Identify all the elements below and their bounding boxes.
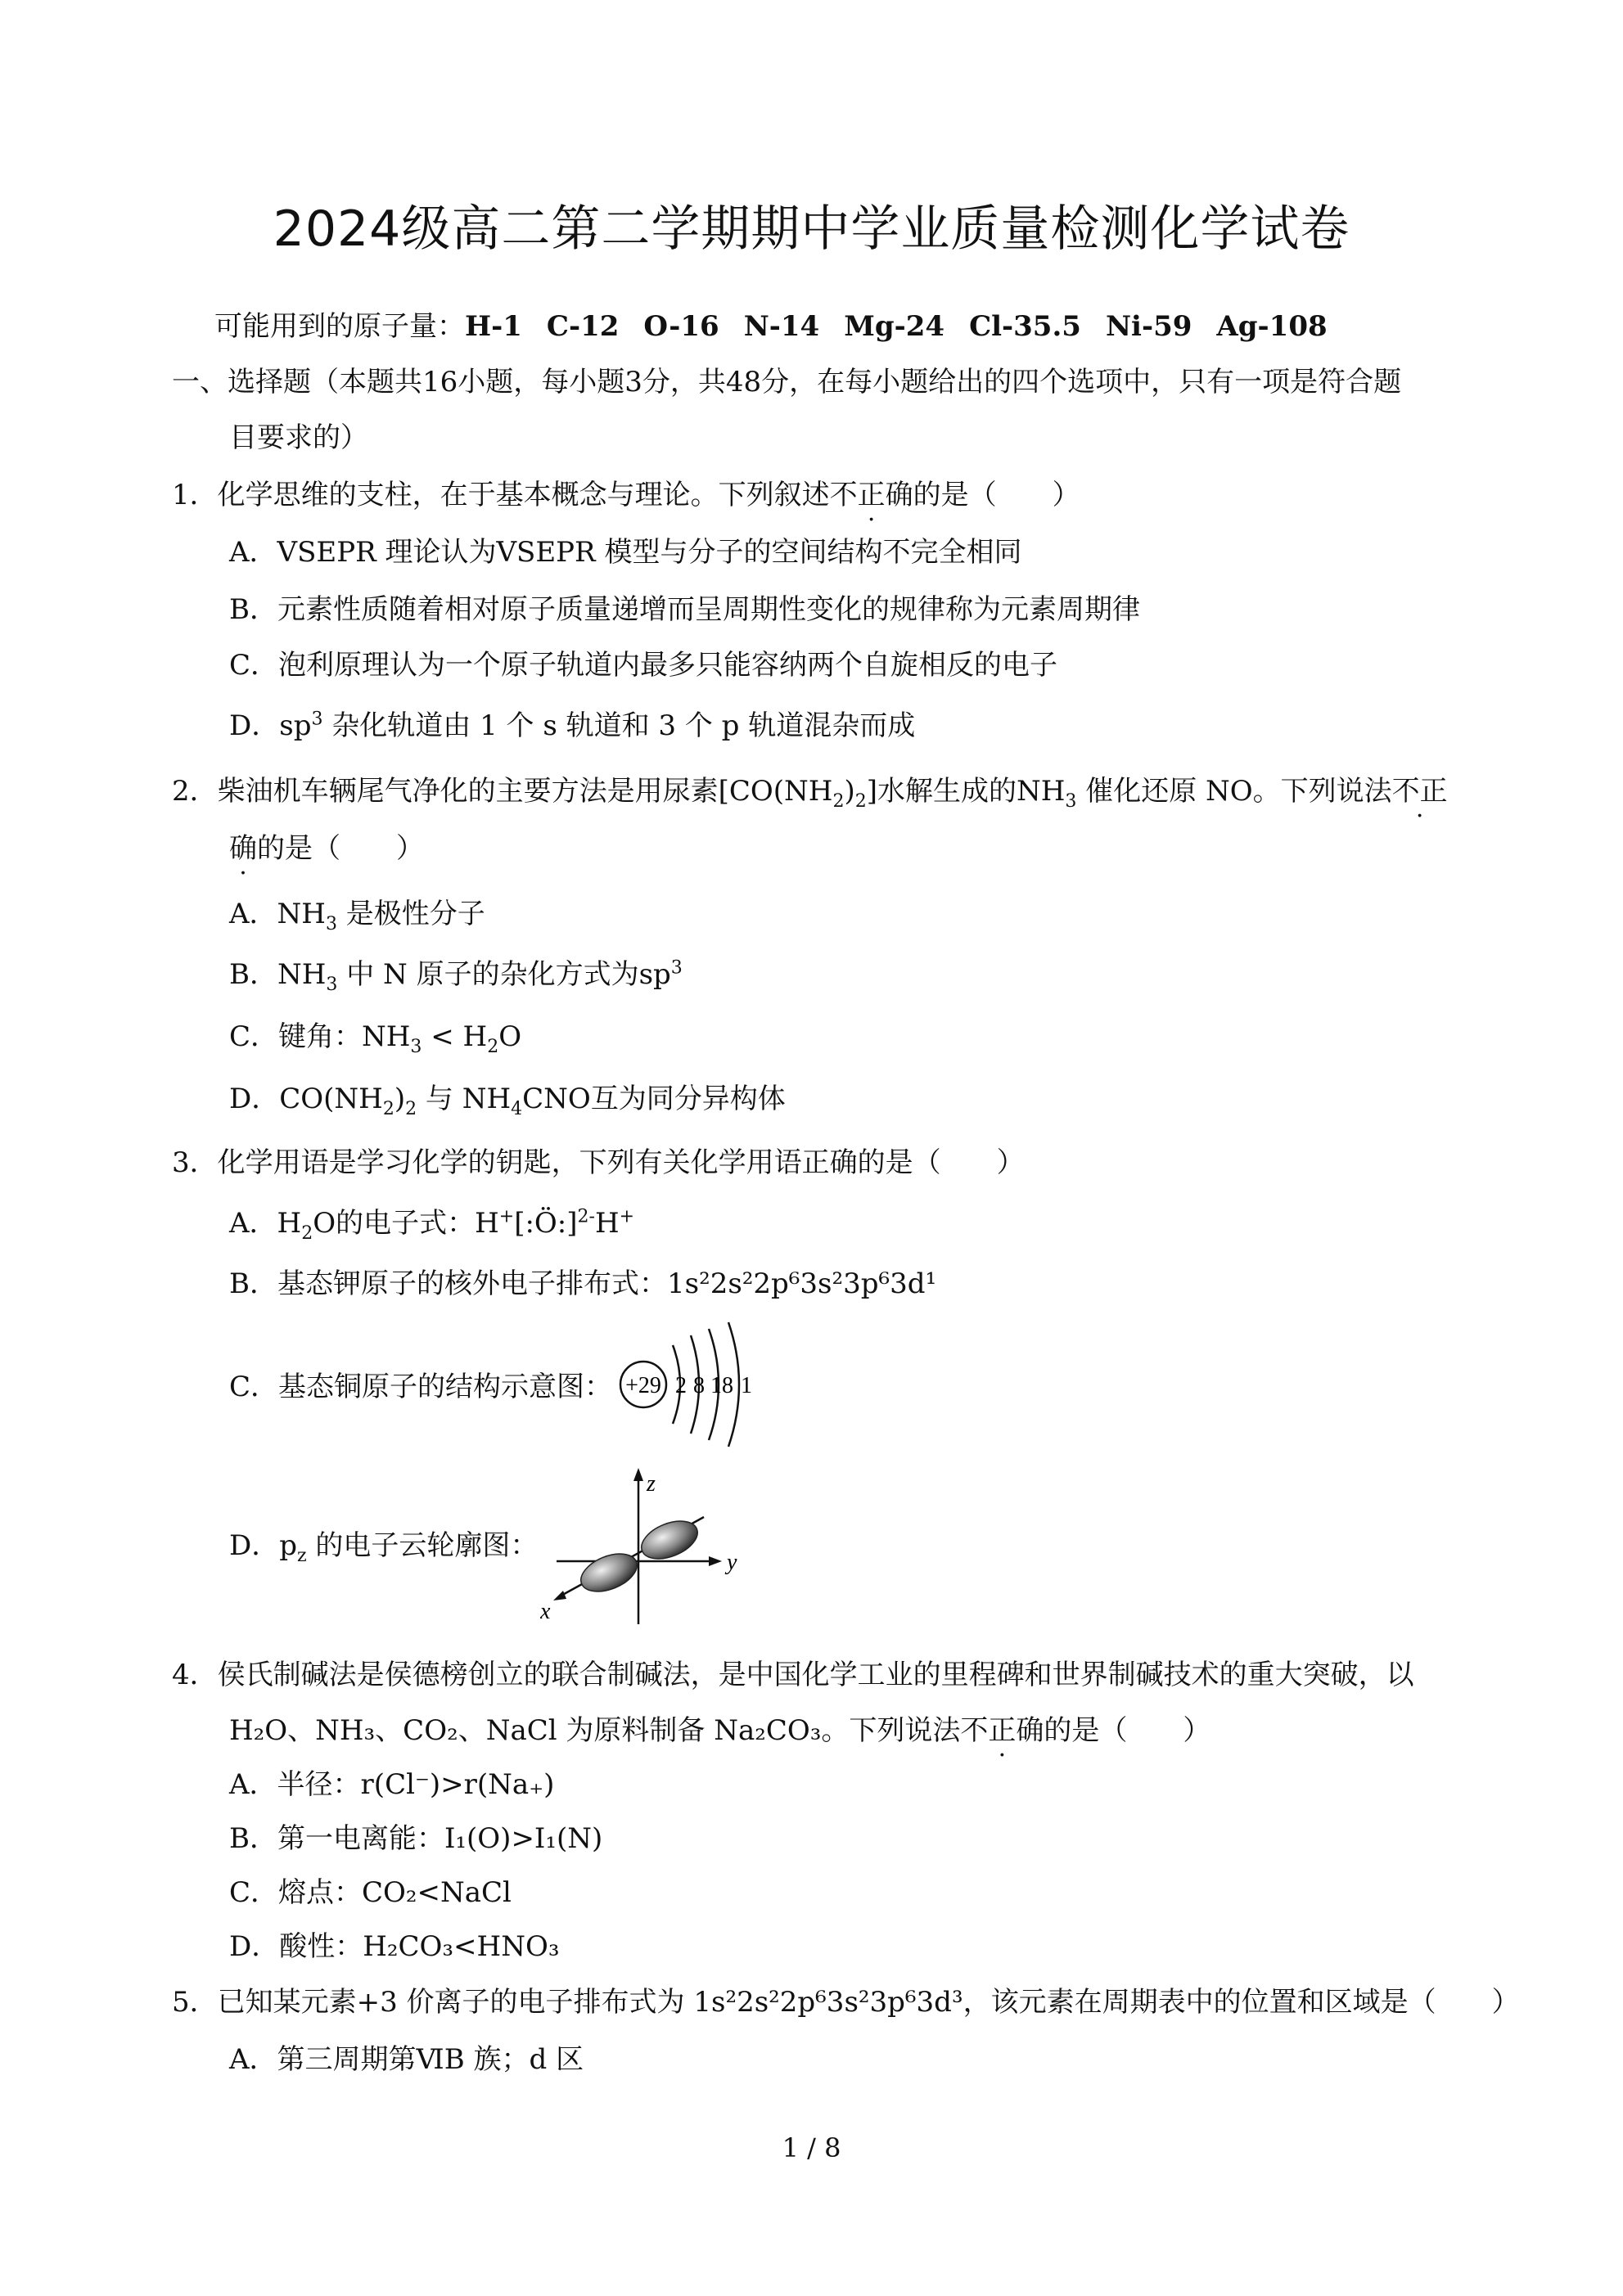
q2-option-d: D．$CO(NH_2)_2$ 与 $NH_4CNO$互为同分异构体 bbox=[229, 1083, 786, 1119]
q4-option-a: A．半径：r(Cl⁻)>r(Na₊) bbox=[229, 1768, 555, 1801]
z-arrow bbox=[633, 1468, 643, 1481]
page-title: 2024级高二第二学期期中学业质量检测化学试卷 bbox=[273, 200, 1350, 258]
question-2-stem: 2．柴油机车辆尾气净化的主要方法是用尿素$[CO(NH_2)_2]$水解生成的$NH_3$ 催化还原 NO。下列说法不正 bbox=[172, 775, 1448, 812]
question-2-stem-cont: 确的是（ ） bbox=[229, 832, 424, 865]
q1-option-b: B．元素性质随着相对原子质量递增而呈周期性变化的规律称为元素周期律 bbox=[229, 593, 1140, 626]
shell-count-1: 2 bbox=[675, 1373, 687, 1398]
q3-option-c: C．基态铜原子的结构示意图： bbox=[229, 1371, 613, 1403]
x-axis-label: x bbox=[540, 1599, 551, 1624]
orbital-lobe-upper bbox=[636, 1514, 703, 1566]
section-heading: 一、选择题（本题共16小题，每小题3分，共48分，在每小题给出的四个选项中，只有一项是符合题 bbox=[172, 366, 1402, 398]
q4-option-d: D．酸性：H₂CO₃<HNO₃ bbox=[229, 1930, 560, 1963]
q3-option-b: B．基态钾原子的核外电子排布式：1s²2s²2p⁶3s²3p⁶3d¹ bbox=[229, 1267, 937, 1300]
shell-count-3: 18 bbox=[710, 1373, 733, 1398]
atomic-masses: 可能用到的原子量：H-1 C-12 O-16 N-14 Mg-24 Cl-35.5 Ni-59 Ag-108 bbox=[214, 310, 1328, 343]
q2-option-b: B．$NH_3$ 中 N 原子的杂化方式为$sp^3$ bbox=[229, 957, 683, 995]
question-1-stem: 1．化学思维的支柱，在于基本概念与理论。下列叙述不正确的是（ ） bbox=[172, 479, 1080, 511]
question-4-stem: 4．侯氏制碱法是侯德榜创立的联合制碱法，是中国化学工业的里程碑和世界制碱技术的重大突破，以 bbox=[172, 1659, 1414, 1691]
page-number: 1 / 8 bbox=[782, 2132, 841, 2163]
q3-option-d: D．$p_z$ 的电子云轮廓图： bbox=[229, 1529, 539, 1566]
y-arrow bbox=[709, 1556, 722, 1566]
q5-option-a: A．第三周期第ⅥB 族；d 区 bbox=[229, 2043, 584, 2076]
q4-option-c: C．熔点：CO₂<NaCl bbox=[229, 1876, 512, 1909]
question-4-stem-cont: H₂O、NH₃、CO₂、NaCl 为原料制备 Na₂CO₃。下列说法不正确的是（ ） bbox=[229, 1714, 1211, 1747]
q1-option-c: C．泡利原理认为一个原子轨道内最多只能容纳两个自旋相反的电子 bbox=[229, 649, 1058, 682]
question-3-stem: 3．化学用语是学习化学的钥匙，下列有关化学用语正确的是（ ） bbox=[172, 1146, 1025, 1179]
q1-option-a: A．VSEPR 理论认为VSEPR 模型与分子的空间结构不完全相同 bbox=[229, 536, 1022, 569]
orbital-lobe-lower bbox=[575, 1546, 642, 1599]
q3-option-a: A．$H_2O$的电子式：H+[:Ö:]$^{2-}$H+ bbox=[229, 1206, 635, 1244]
y-axis-label: y bbox=[727, 1550, 737, 1575]
x-arrow bbox=[553, 1591, 566, 1600]
q4-option-b: B．第一电离能：I₁(O)>I₁(N) bbox=[229, 1822, 603, 1855]
shell-count-4: 1 bbox=[741, 1373, 752, 1398]
q2-option-a: A．$NH_3$ 是极性分子 bbox=[229, 898, 485, 934]
shell-count-2: 8 bbox=[693, 1373, 705, 1398]
question-5-stem: 5．已知某元素+3 价离子的电子排布式为 1s²2s²2p⁶3s²3p⁶3d³，该元素在周期表中的位置和区域是（ ） bbox=[172, 1986, 1520, 2019]
pz-orbital-diagram bbox=[540, 1465, 761, 1628]
atomic-masses-label: 可能用到的原子量： bbox=[214, 310, 465, 343]
copper-atom-diagram bbox=[606, 1312, 786, 1452]
z-axis-label: z bbox=[647, 1471, 656, 1497]
nucleus-charge: +29 bbox=[625, 1373, 661, 1398]
q2-option-c: C．键角：$NH_3 < H_2O$ bbox=[229, 1020, 522, 1057]
q1-option-d: D．$sp^3$ 杂化轨道由 1 个 s 轨道和 3 个 p 轨道混杂而成 bbox=[229, 709, 916, 742]
section-heading-cont: 目要求的） bbox=[229, 421, 368, 454]
